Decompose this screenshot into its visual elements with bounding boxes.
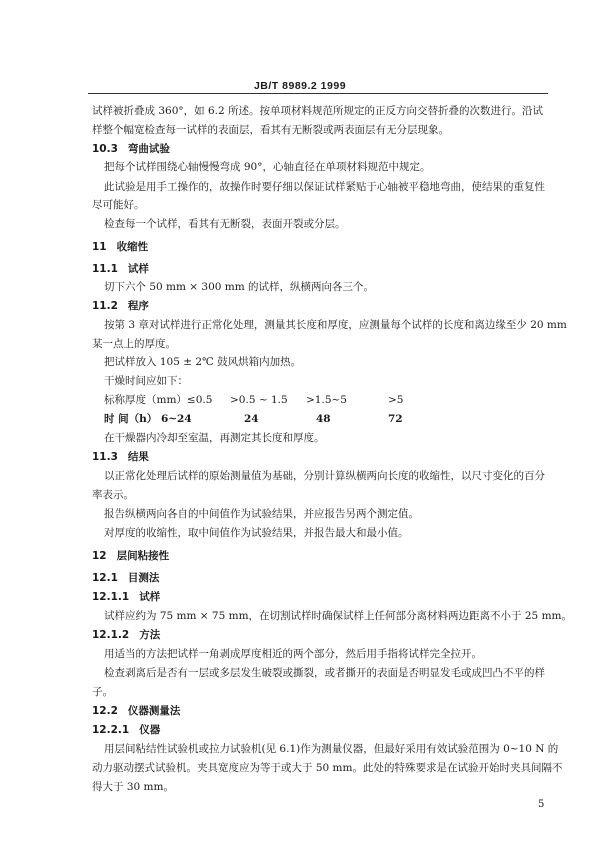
heading-title: 试样	[127, 263, 149, 275]
heading-title: 结果	[127, 451, 149, 463]
text-line: 在干燥器内冷却至室温，再测定其长度和厚度。	[104, 432, 325, 444]
text-line: 用适当的方法把试样一角剥成厚度相近的两个部分，然后用手指将试样完全拉开。	[104, 648, 482, 660]
text-line: 用层间粘结性试验机或拉力试验机(见 6.1)作为测量仪器，但最好采用有效试验范围为 0~10 N 的	[104, 743, 559, 755]
text-line: 尽可能好。	[92, 199, 145, 211]
document-header: JB/T 8989.2 1999	[253, 80, 347, 92]
section-heading-11-2	[92, 300, 149, 313]
table-cell: 24	[244, 413, 259, 425]
header-rule	[88, 93, 548, 94]
heading-number: 11.3	[92, 451, 118, 463]
heading-number: 11.2	[92, 300, 118, 312]
page-number: 5	[538, 799, 545, 810]
heading-number: 11.1	[92, 263, 118, 275]
text-line: 报告纵横两向各自的中间值作为试验结果，并应报告另两个测定值。	[104, 508, 419, 520]
heading-number: 12	[92, 550, 107, 562]
text-line: 率表示。	[92, 489, 134, 501]
section-heading-12-1	[92, 572, 159, 585]
text-line: 某一点上的厚度。	[92, 338, 176, 350]
heading-title: 仪器测量法	[127, 705, 181, 717]
text-line: 动力驱动摆式试验机。夹具宽度应为等于或大于 50 mm。此处的特殊要求是在试验开始时夹具间隔不	[92, 762, 563, 774]
section-heading-12-2	[92, 705, 180, 718]
table-cell: 72	[388, 413, 403, 425]
text-line: 切下六个 50 mm × 300 mm 的试样，纵横两向各三个。	[104, 281, 375, 293]
text-line: 此试验是用手工操作的，故操作时要仔细以保证试样紧贴于心轴被平稳地弯曲，使结果的重复性	[104, 181, 545, 193]
text-line: 样整个幅宽检查每一试样的表面层，看其有无断裂或两表面层有无分层现象。	[92, 124, 449, 136]
text-line: 把试样放入 105 ± 2℃ 鼓风烘箱内加热。	[104, 356, 302, 368]
section-heading-11-1	[92, 263, 149, 276]
heading-title: 收缩性	[116, 241, 149, 253]
heading-title: 目测法	[127, 572, 160, 584]
text-line: 对厚度的收缩性，取中间值作为试验结果，并报告最大和最小值。	[104, 527, 409, 539]
heading-number: 12.2	[92, 705, 118, 717]
text-line: 得大于 30 mm。	[92, 781, 174, 793]
text-line: 检查剥离后是否有一层或多层发生破裂或撕裂，或者撕开的表面是否明显发毛或成凹凸不平的样	[104, 667, 545, 679]
section-heading-11-3	[92, 451, 149, 464]
heading-number: 10.3	[92, 143, 118, 155]
table-cell: >5	[388, 394, 404, 406]
text-line: 以正常化处理后试样的原始测量值为基础，分别计算纵横两向长度的收缩性，以尺寸变化的百分	[104, 470, 545, 482]
heading-number: 12.1.2	[92, 629, 130, 641]
table-cell: 标称厚度（mm）≤0.5	[104, 394, 213, 406]
text-line: 按第 3 章对试样进行正常化处理，测量其长度和厚度，应测量每个试样的长度和离边缘至少 20 mm	[104, 319, 567, 331]
section-heading-12-1-2	[92, 629, 160, 642]
heading-title: 方法	[139, 629, 161, 641]
heading-number: 11	[92, 241, 107, 253]
section-heading-12-1-1	[92, 591, 160, 604]
table-cell: 48	[316, 413, 331, 425]
text-line: 试样被折叠成 360°，如 6.2 所述。按单项材料规范所规定的正反方向交替折叠的次数进行。沿试	[92, 105, 544, 117]
heading-title: 仪器	[139, 724, 161, 736]
heading-title: 层间粘接性	[116, 550, 170, 562]
text-line: 检查每一个试样，看其有无断裂，表面开裂或分层。	[104, 218, 346, 230]
text-line: 试样应约为 75 mm × 75 mm，在切割试样时确保试样上任何部分离材料两边距离不小于 25 mm。	[104, 610, 572, 622]
text-line: 把每个试样围绕心轴慢慢弯成 90°，心轴直径在单项材料规范中规定。	[104, 161, 431, 173]
heading-number: 12.1.1	[92, 591, 130, 603]
heading-title: 弯曲试验	[127, 143, 170, 155]
table-cell: >0.5 ~ 1.5	[230, 394, 288, 406]
section-heading-10-3	[92, 143, 170, 156]
section-heading-11	[92, 241, 148, 254]
heading-number: 12.2.1	[92, 724, 130, 736]
text-line: 干燥时间应如下：	[104, 375, 188, 387]
heading-number: 12.1	[92, 572, 118, 584]
text-line: 子。	[92, 686, 113, 698]
section-heading-12-2-1	[92, 724, 160, 737]
section-heading-12	[92, 550, 169, 563]
heading-title: 程序	[127, 300, 149, 312]
table-cell: >1.5~5	[306, 394, 347, 406]
heading-title: 试样	[139, 591, 161, 603]
table-cell: 时 间（h） 6~24	[104, 413, 192, 425]
